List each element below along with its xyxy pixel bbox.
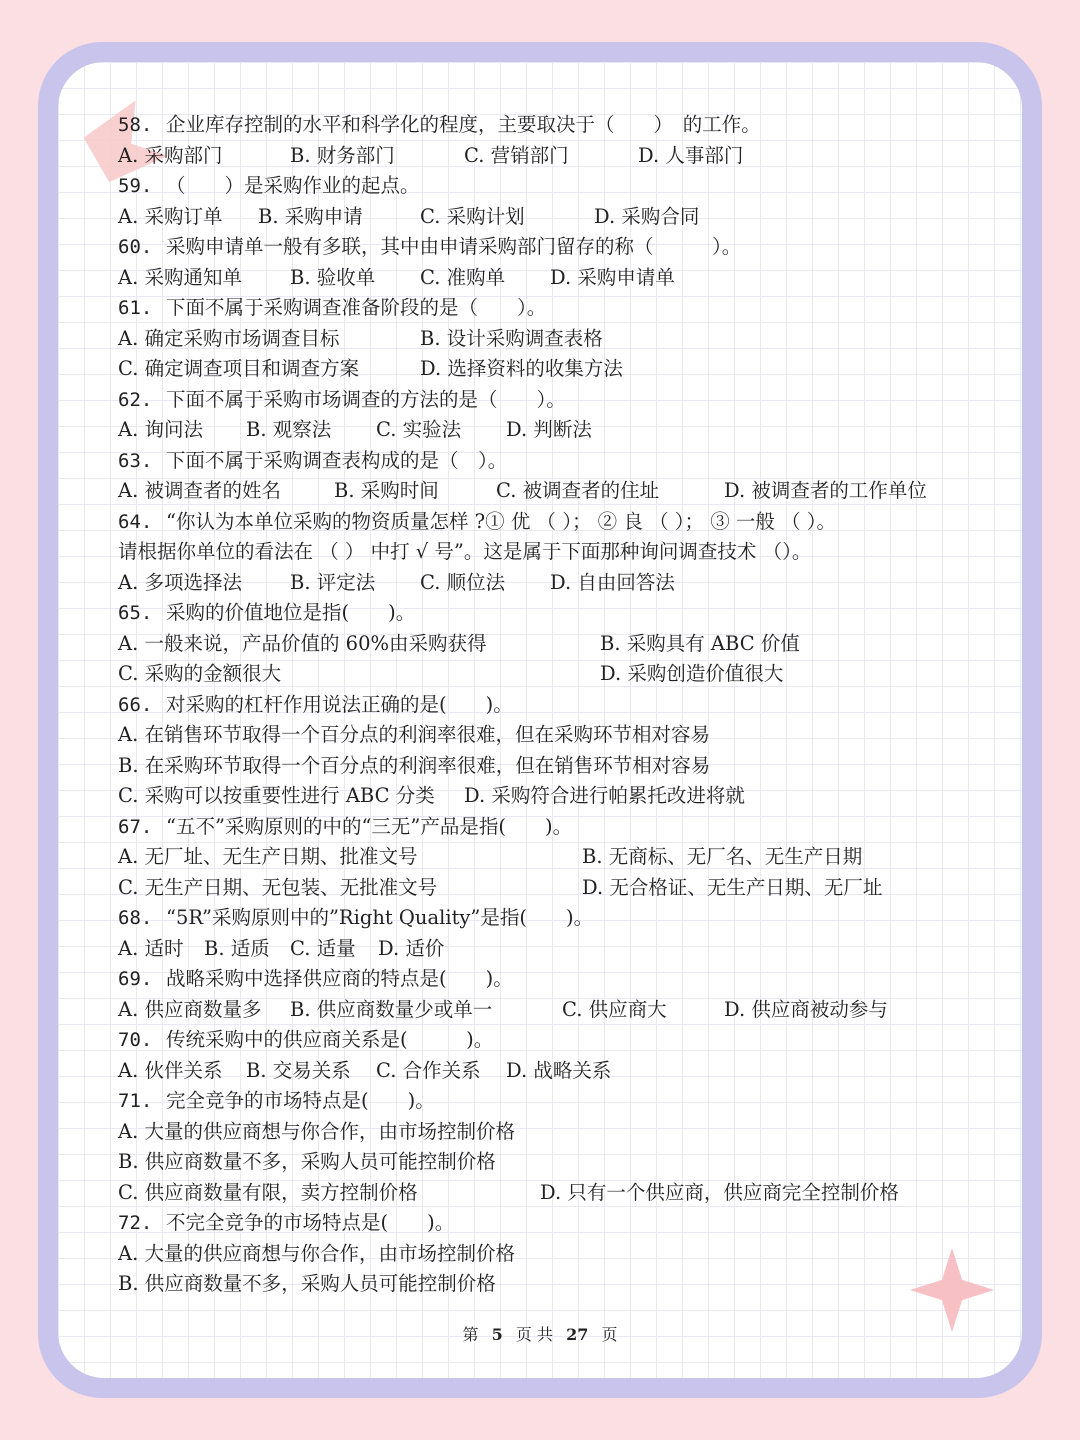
option: A. 无厂址、无生产日期、批准文号 (118, 845, 418, 868)
option: D. 采购合同 (594, 204, 700, 228)
question-text: “五不”采购原则的中的“三无”产品是指( )。 (166, 814, 573, 838)
question-stem (118, 171, 978, 202)
options-row (118, 1269, 978, 1300)
question-stem (118, 690, 978, 721)
option: A. 一般来说，产品价值的 60%由采购获得 (118, 631, 487, 655)
total-page-count: 27 (566, 1325, 589, 1344)
option: A. 采购订单 (118, 204, 223, 228)
question-number: 60. (118, 236, 153, 258)
question-number: 69. (118, 968, 153, 990)
option: C. 营销部门 (464, 143, 569, 167)
option: A. 在销售环节取得一个百分点的利润率很难，但在采购环节相对容易 (118, 723, 710, 746)
option: A. 采购部门 (118, 143, 223, 167)
question-number: 71. (118, 1090, 153, 1112)
option: A. 供应商数量多 (118, 997, 262, 1021)
question-stem (118, 232, 978, 263)
options-row (118, 842, 978, 873)
question-text: 传统采购中的供应商关系是( )。 (166, 1028, 494, 1051)
option: D. 人事部门 (638, 143, 744, 167)
option: D. 判断法 (506, 418, 592, 441)
options-row (118, 476, 978, 507)
option: B. 采购具有 ABC 价值 (600, 631, 800, 655)
question-stem (118, 110, 978, 141)
option: D. 供应商被动参与 (724, 997, 888, 1021)
option: B. 采购时间 (334, 479, 439, 502)
options-row (118, 1178, 978, 1209)
option: B. 验收单 (290, 265, 376, 289)
question-stem (118, 1025, 978, 1056)
option: C. 采购可以按重要性进行 ABC 分类 (118, 784, 435, 807)
options-row (118, 141, 978, 172)
question-stem (118, 964, 978, 995)
options-row (118, 629, 978, 660)
option: B. 在采购环节取得一个百分点的利润率很难，但在销售环节相对容易 (118, 753, 711, 777)
question-stem (118, 293, 978, 324)
question-number: 72. (118, 1212, 153, 1234)
options-row (118, 751, 978, 782)
options-row (118, 263, 978, 294)
option: D. 采购申请单 (550, 265, 675, 289)
options-row (118, 1056, 978, 1087)
question-number: 59. (118, 175, 153, 197)
option: A. 确定采购市场调查目标 (118, 326, 340, 350)
option: A. 大量的供应商想与你合作，由市场控制价格 (118, 1241, 515, 1265)
question-list (118, 110, 978, 1300)
question-number: 62. (118, 388, 153, 411)
question-text: 企业库存控制的水平和科学化的程度，主要取决于（ ） 的工作。 (166, 113, 761, 136)
question-number: 67. (118, 815, 153, 838)
question-text: 下面不属于采购市场调查的方法的是（ ）。 (166, 387, 566, 411)
question-stem (118, 507, 978, 538)
footer-prefix: 第 (462, 1325, 479, 1344)
question-number: 63. (118, 449, 153, 472)
page-footer (0, 1322, 1080, 1345)
option: B. 观察法 (246, 418, 332, 441)
question-number: 61. (118, 297, 153, 319)
question-number: 58. (118, 114, 153, 136)
options-row (118, 1117, 978, 1148)
option: C. 准购单 (420, 265, 506, 289)
question-text: “5R”采购原则中的”Right Quality”是指( )。 (166, 906, 594, 929)
footer-suffix: 页 (601, 1325, 618, 1344)
option: B. 财务部门 (290, 143, 395, 167)
option: B. 供应商数量不多，采购人员可能控制价格 (118, 1150, 496, 1173)
option: A. 被调查者的姓名 (118, 479, 281, 502)
question-text: 采购申请单一般有多联，其中由申请采购部门留存的称（ ）。 (166, 235, 742, 258)
option: C. 合作关系 (376, 1058, 481, 1082)
question-number: 65. (118, 602, 153, 624)
options-row (118, 354, 978, 385)
options-row (118, 720, 978, 751)
option: B. 适质 (204, 936, 270, 960)
option: C. 实验法 (376, 418, 462, 441)
option: A. 适时 (118, 936, 184, 960)
option: C. 确定调查项目和调查方案 (118, 357, 360, 380)
question-number: 66. (118, 693, 153, 716)
options-row (118, 324, 978, 355)
option: C. 供应商数量有限，卖方控制价格 (118, 1180, 418, 1204)
options-row (118, 1239, 978, 1270)
option: D. 只有一个供应商，供应商完全控制价格 (540, 1180, 899, 1204)
option: C. 采购计划 (420, 204, 525, 228)
option: D. 选择资料的收集方法 (420, 357, 623, 380)
option: B. 供应商数量少或单一 (290, 997, 493, 1021)
option: A. 多项选择法 (118, 570, 242, 594)
option: A. 采购通知单 (118, 265, 242, 289)
options-row (118, 568, 978, 599)
question-text: 完全竞争的市场特点是( )。 (166, 1089, 435, 1112)
question-stem (118, 1086, 978, 1117)
question-text: “你认为本单位采购的物资质量怎样 ?① 优 （ ）； ② 良 （ ）； ③ 一般 （ ）。 (166, 509, 837, 533)
options-row (118, 415, 978, 446)
option: B. 设计采购调查表格 (420, 326, 603, 350)
options-row (118, 995, 978, 1026)
question-text: 采购的价值地位是指( )。 (166, 601, 416, 624)
question-text: 下面不属于采购调查表构成的是（ ）。 (166, 448, 508, 472)
footer-middle: 页 共 (515, 1325, 553, 1344)
option: A. 伙伴关系 (118, 1058, 223, 1082)
options-row (118, 781, 978, 812)
question-text: 下面不属于采购调查准备阶段的是（ ）。 (166, 296, 547, 319)
options-row (118, 659, 978, 690)
option: C. 采购的金额很大 (118, 662, 282, 685)
option: C. 供应商大 (562, 997, 667, 1021)
question-number: 70. (118, 1029, 153, 1051)
question-stem (118, 812, 978, 843)
option: B. 无商标、无厂名、无生产日期 (582, 845, 863, 868)
question-text: 请根据你单位的看法在 （ ） 中打 √ 号”。这是属于下面那种询问调查技术 （）。 (118, 540, 812, 563)
question-stem (118, 1208, 978, 1239)
option: C. 顺位法 (420, 570, 506, 594)
question-text: 对采购的杠杆作用说法正确的是( )。 (166, 692, 513, 716)
question-stem (118, 446, 978, 477)
question-stem (118, 598, 978, 629)
option: D. 无合格证、无生产日期、无厂址 (582, 875, 883, 899)
question-number: 68. (118, 907, 153, 929)
option: D. 被调查者的工作单位 (724, 479, 927, 502)
options-row (118, 934, 978, 965)
option: C. 被调查者的住址 (496, 479, 660, 502)
option: B. 供应商数量不多，采购人员可能控制价格 (118, 1272, 496, 1295)
current-page-number: 5 (491, 1325, 503, 1344)
question-text: 战略采购中选择供应商的特点是( )。 (166, 967, 513, 990)
option: A. 大量的供应商想与你合作，由市场控制价格 (118, 1119, 515, 1143)
options-row (118, 873, 978, 904)
option: C. 适量 (290, 936, 356, 960)
question-number: 64. (118, 510, 153, 533)
option: C. 无生产日期、无包装、无批准文号 (118, 875, 438, 899)
option: B. 交易关系 (246, 1058, 351, 1082)
option: D. 自由回答法 (550, 570, 675, 594)
question-text: （ ）是采购作业的起点。 (166, 174, 420, 197)
option: D. 采购符合进行帕累托改进将就 (464, 784, 745, 807)
option: A. 询问法 (118, 418, 203, 441)
question-stem (118, 385, 978, 416)
option: D. 适价 (378, 936, 445, 960)
question-stem-continued (118, 537, 978, 568)
option: D. 采购创造价值很大 (600, 662, 784, 685)
question-text: 不完全竞争的市场特点是( )。 (166, 1211, 455, 1234)
question-stem (118, 903, 978, 934)
option: D. 战略关系 (506, 1058, 612, 1082)
options-row (118, 1147, 978, 1178)
option: B. 采购申请 (258, 204, 363, 228)
options-row (118, 202, 978, 233)
option: B. 评定法 (290, 570, 376, 594)
